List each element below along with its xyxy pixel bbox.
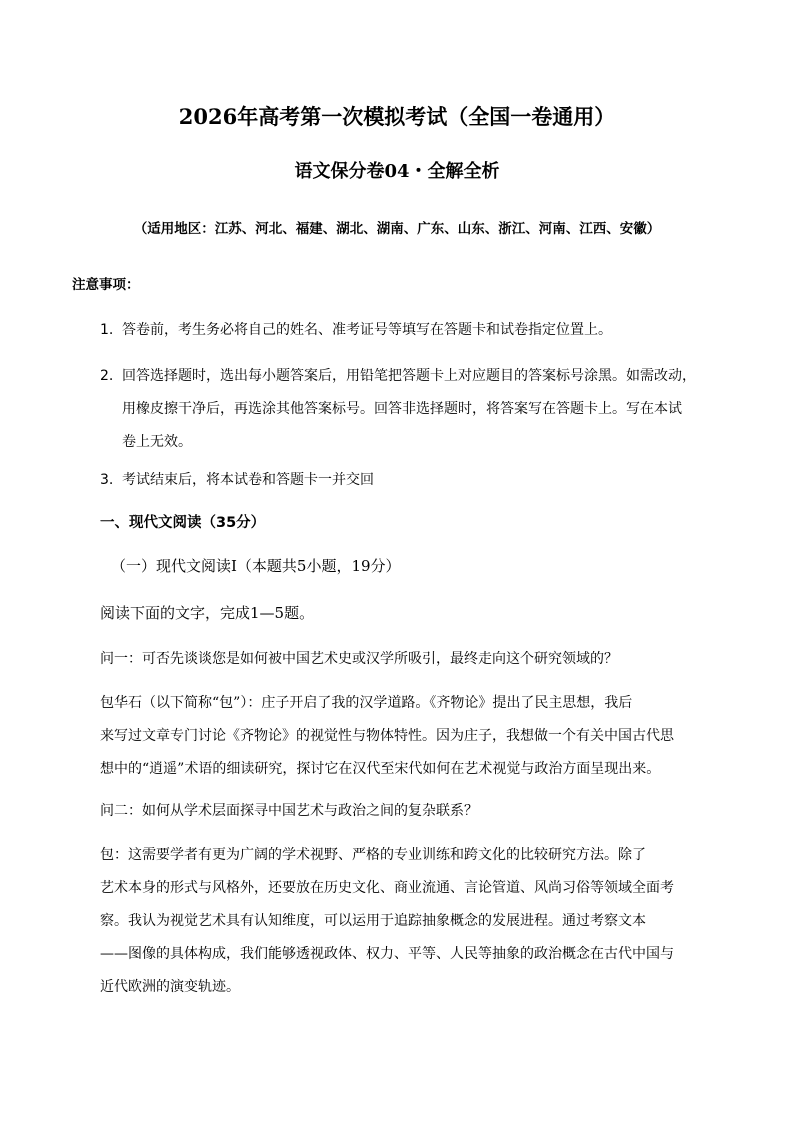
- text-line: 答卷前，考生务必将自己的姓名、准考证号等填写在答题卡和试卷指定位置上。: [122, 322, 612, 338]
- passage-paragraph: [100, 839, 725, 1004]
- text-line: 回答选择题时，选出每小题答案后，用铅笔把答题卡上对应题目的答案标号涂黑。如需改动，: [122, 368, 696, 384]
- exam-subtitle: 语文保分卷04・全解全析: [294, 161, 500, 182]
- passage-paragraph: [100, 643, 725, 676]
- text-line: ——图像的具体构成，我们能够透视政体、权力、平等、人民等抽象的政治概念在古代中国与: [100, 946, 674, 962]
- text-line: 卷上无效。: [122, 434, 192, 450]
- text-line: 问一：可否先谈谈您是如何被中国艺术史或汉学所吸引，最终走向这个研究领域的？: [100, 651, 618, 667]
- passage-paragraph: [100, 795, 725, 828]
- text-line: 包：这需要学者有更为广阔的学术视野、严格的专业训练和跨文化的比较研究方法。除了: [100, 847, 646, 863]
- text-line: 问二：如何从学术层面探寻中国艺术与政治之间的复杂联系？: [100, 803, 478, 819]
- notice-item: [100, 360, 725, 459]
- reading-instruction: 阅读下面的文字，完成1—5题。: [100, 604, 315, 622]
- notice-heading: 注意事项：: [72, 277, 140, 293]
- text-line: 用橡皮擦干净后，再选涂其他答案标号。回答非选择题时，将答案写在答题卡上。写在本试: [122, 401, 682, 417]
- notice-item-text: [122, 314, 725, 347]
- exam-title: 2026年高考第一次模拟考试（全国一卷通用）: [178, 104, 616, 129]
- passage-paragraph: [100, 687, 725, 786]
- text-line: 近代欧洲的演变轨迹。: [100, 979, 240, 995]
- text-line: 来写过文章专门讨论《齐物论》的视觉性与物体特性。因为庄子，我想做一个有关中国古代思: [100, 728, 674, 744]
- notice-item-text: [122, 464, 725, 497]
- text-line: 考试结束后，将本试卷和答题卡一并交回: [122, 472, 374, 488]
- notice-item-text: [122, 360, 725, 459]
- notice-item: [100, 314, 725, 347]
- subsection-heading: （一）现代文阅读Ⅰ（本题共5小题，19分）: [111, 557, 401, 575]
- notice-item: [100, 464, 725, 497]
- section-heading: 一、现代文阅读（35分）: [100, 515, 266, 531]
- text-line: 想中的“逍遥”术语的细读研究，探讨它在汉代至宋代如何在艺术视觉与政治方面呈现出来。: [100, 761, 661, 777]
- notice-item-number: 2.: [100, 368, 114, 384]
- applicable-regions: （适用地区：江苏、河北、福建、湖北、湖南、广东、山东、浙江、河南、江西、安徽）: [133, 221, 661, 237]
- text-line: 察。我认为视觉艺术具有认知维度，可以运用于追踪抽象概念的发展进程。通过考察文本: [100, 913, 646, 929]
- text-line: 艺术本身的形式与风格外，还要放在历史文化、商业流通、言论管道、风尚习俗等领域全面考: [100, 880, 674, 896]
- text-line: 包华石（以下简称“包”）：庄子开启了我的汉学道路。《齐物论》提出了民主思想，我后: [100, 695, 633, 711]
- notice-item-number: 3.: [100, 472, 114, 488]
- notice-item-number: 1.: [100, 322, 114, 338]
